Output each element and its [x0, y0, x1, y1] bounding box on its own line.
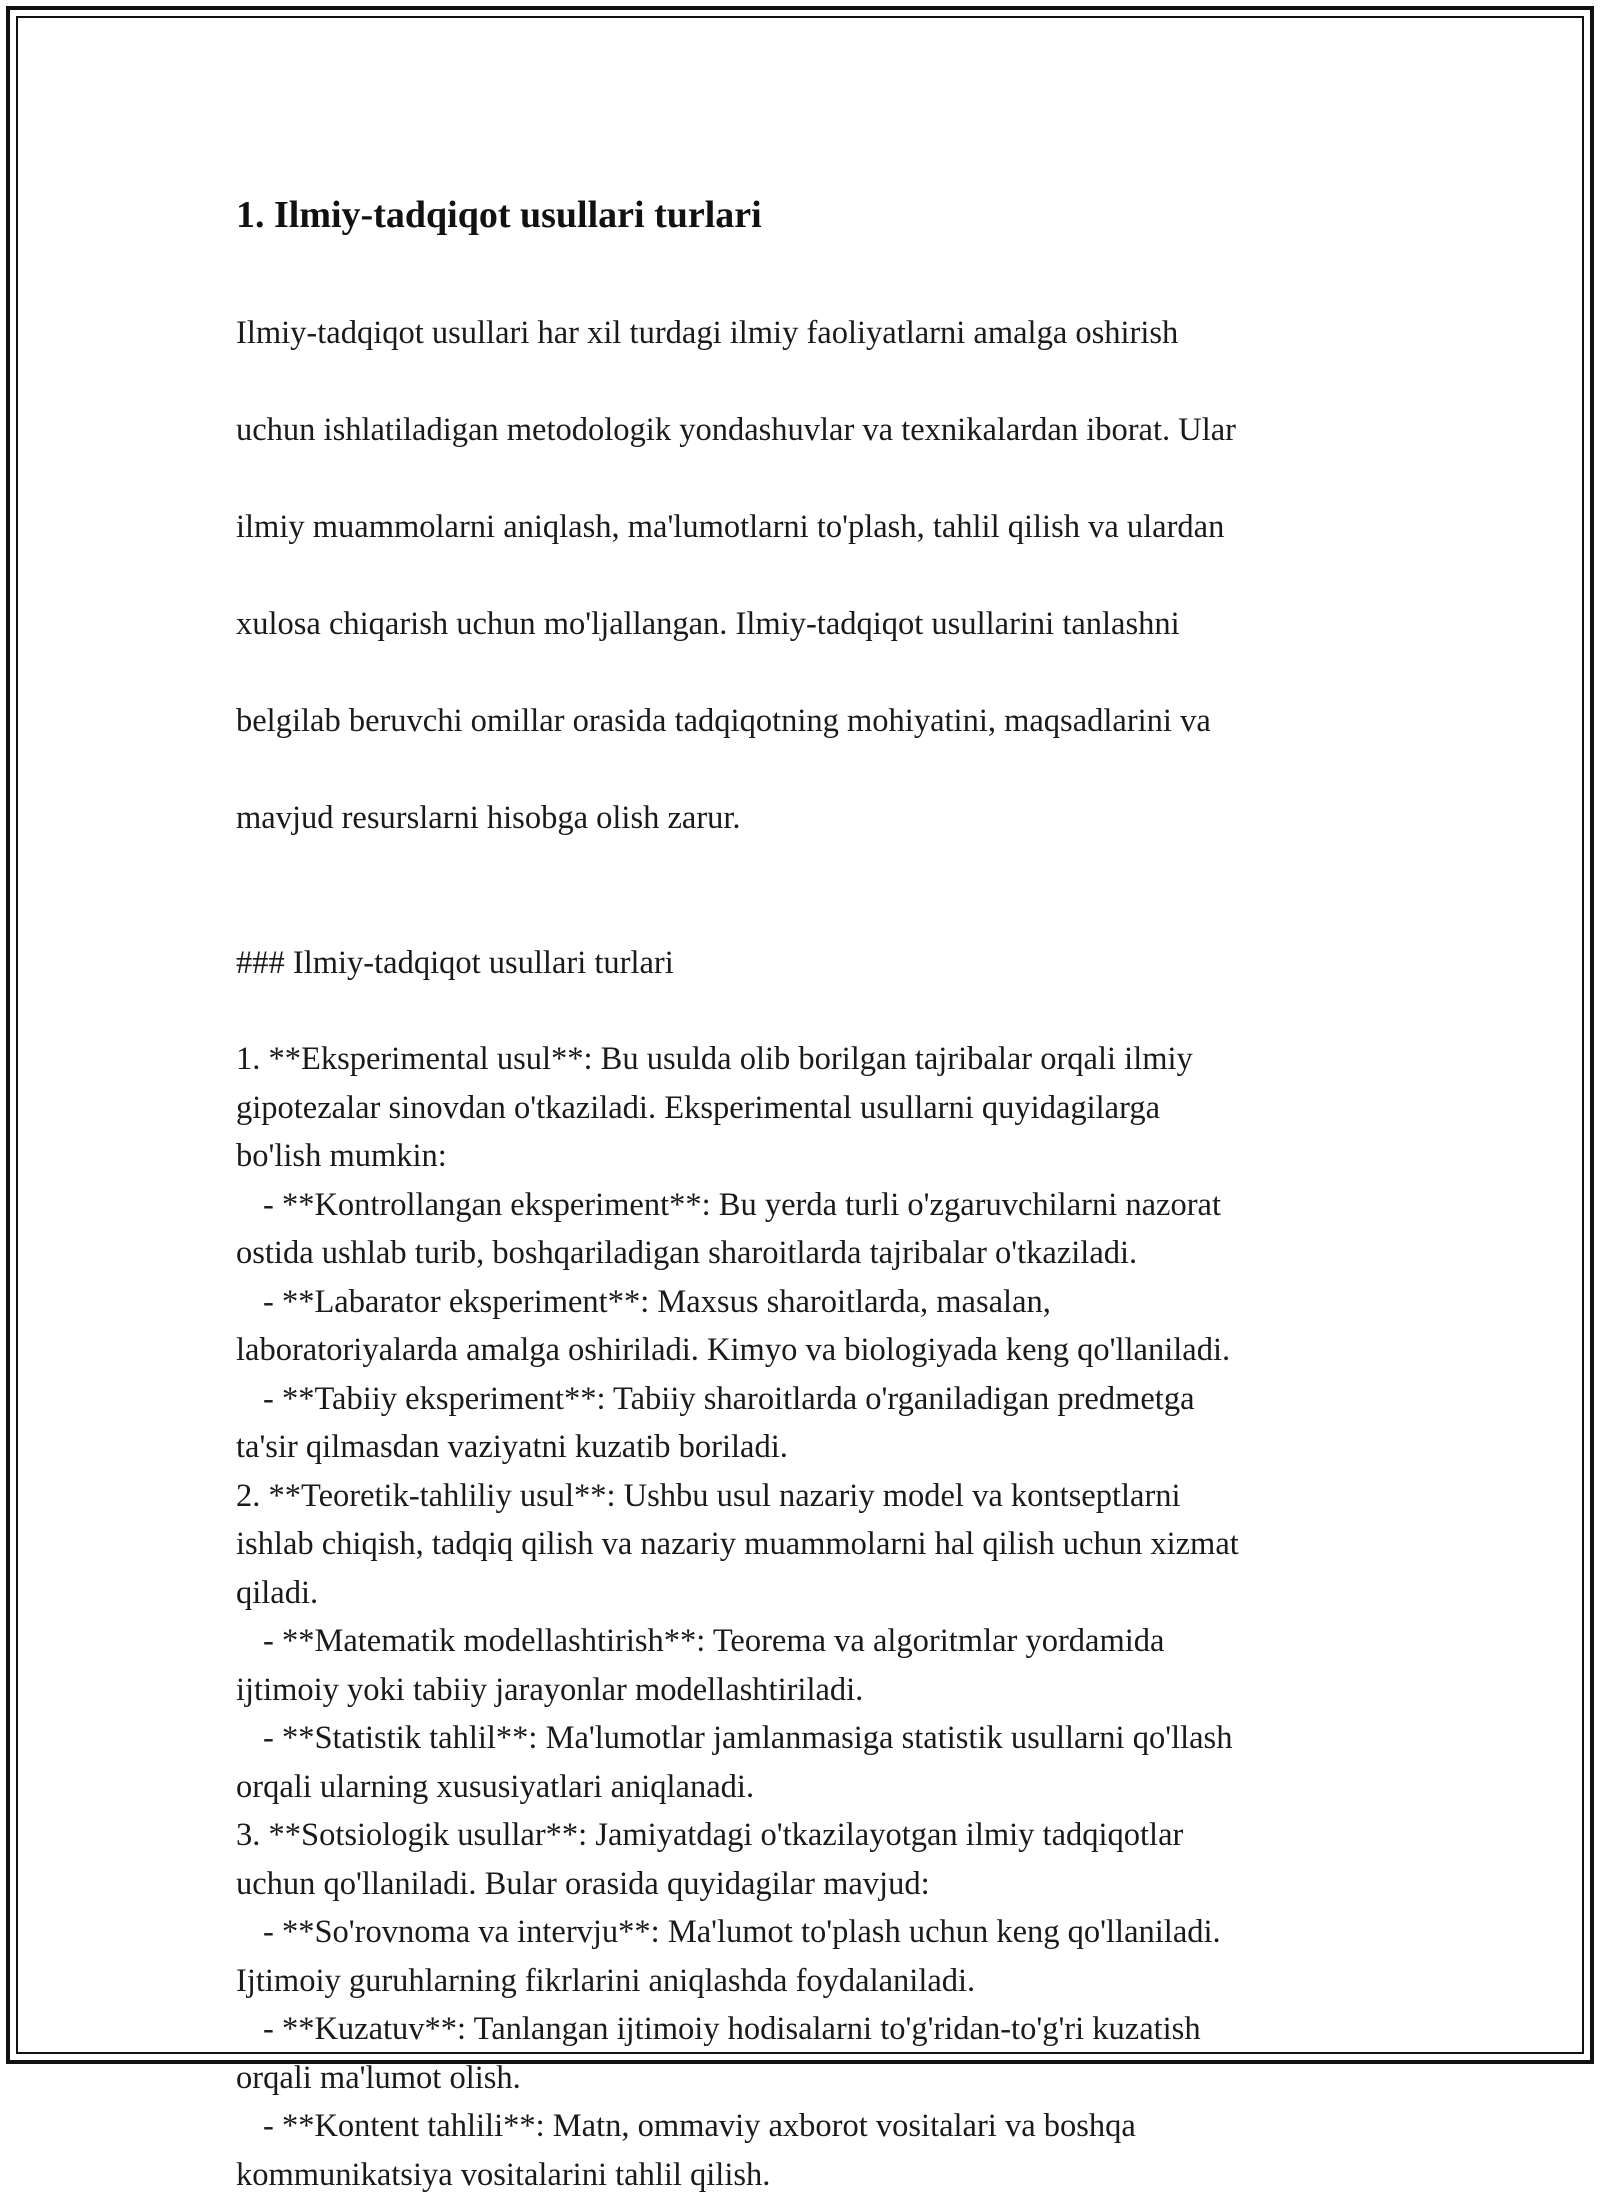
list-line: orqali ma'lumot olish. [236, 2054, 1376, 2103]
list-line: Ijtimoiy guruhlarning fikrlarini aniqlashda foydalaniladi. [236, 1957, 1376, 2006]
list-line: - **Matematik modellashtirish**: Teorema va algoritmlar yordamida [236, 1617, 1376, 1666]
list-line: ta'sir qilmasdan vaziyatni kuzatib boriladi. [236, 1423, 1376, 1472]
list-line: - **Kontrollangan eksperiment**: Bu yerda turli o'zgaruvchilarni nazorat [236, 1181, 1376, 1230]
intro-line: uchun ishlatiladigan metodologik yondashuvlar va texnikalardan iborat. Ular [236, 406, 1376, 455]
intro-paragraph [236, 260, 1376, 891]
intro-line: belgilab beruvchi omillar orasida tadqiqotning mohiyatini, maqsadlarini va [236, 697, 1376, 746]
list-line: qiladi. [236, 1569, 1376, 1618]
list-line: - **Kontent tahlili**: Matn, ommaviy axborot vositalari va boshqa [236, 2102, 1376, 2151]
list-line: 1. **Eksperimental usul**: Bu usulda olib borilgan tajribalar orqali ilmiy [236, 1035, 1376, 1084]
list-line: ishlab chiqish, tadqiq qilish va nazariy muammolarni hal qilish uchun xizmat [236, 1520, 1376, 1569]
list-line: uchun qo'llaniladi. Bular orasida quyidagilar mavjud: [236, 1860, 1376, 1909]
list-line: kommunikatsiya vositalarini tahlil qilish. [236, 2151, 1376, 2199]
list-line: - **Tabiiy eksperiment**: Tabiiy sharoitlarda o'rganiladigan predmetga [236, 1375, 1376, 1424]
intro-line: xulosa chiqarish uchun mo'ljallangan. Ilmiy-tadqiqot usullarini tanlashni [236, 600, 1376, 649]
list-line: ijtimoiy yoki tabiiy jarayonlar modellashtiriladi. [236, 1666, 1376, 1715]
list-line: - **Kuzatuv**: Tanlangan ijtimoiy hodisalarni to'g'ridan-to'g'ri kuzatish [236, 2005, 1376, 2054]
list-line: - **Labarator eksperiment**: Maxsus sharoitlarda, masalan, [236, 1278, 1376, 1327]
page-title: 1. Ilmiy-tadqiqot usullari turlari [236, 190, 1376, 240]
list-line: 3. **Sotsiologik usullar**: Jamiyatdagi o'tkazilayotgan ilmiy tadqiqotlar [236, 1811, 1376, 1860]
intro-line: mavjud resurslarni hisobga olish zarur. [236, 794, 1376, 843]
list-line: - **Statistik tahlil**: Ma'lumotlar jamlanmasiga statistik usullarni qo'llash [236, 1714, 1376, 1763]
list-line: 2. **Teoretik-tahliliy usul**: Ushbu usul nazariy model va kontseptlarni [236, 1472, 1376, 1521]
list-line: gipotezalar sinovdan o'tkaziladi. Eksperimental usullarni quyidagilarga [236, 1084, 1376, 1133]
list-line: - **So'rovnoma va intervju**: Ma'lumot to'plash uchun keng qo'llaniladi. [236, 1908, 1376, 1957]
intro-line: ilmiy muammolarni aniqlash, ma'lumotlarni to'plash, tahlil qilish va ulardan [236, 503, 1376, 552]
section-subheading: ### Ilmiy-tadqiqot usullari turlari [236, 939, 1376, 988]
list-line: bo'lish mumkin: [236, 1132, 1376, 1181]
document-body [236, 190, 1376, 2199]
intro-line: Ilmiy-tadqiqot usullari har xil turdagi ilmiy faoliyatlarni amalga oshirish [236, 309, 1376, 358]
list-line: laboratoriyalarda amalga oshiriladi. Kimyo va biologiyada keng qo'llaniladi. [236, 1326, 1376, 1375]
methods-list [236, 1035, 1376, 2199]
list-line: orqali ularning xususiyatlari aniqlanadi. [236, 1763, 1376, 1812]
list-line: ostida ushlab turib, boshqariladigan sharoitlarda tajribalar o'tkaziladi. [236, 1229, 1376, 1278]
